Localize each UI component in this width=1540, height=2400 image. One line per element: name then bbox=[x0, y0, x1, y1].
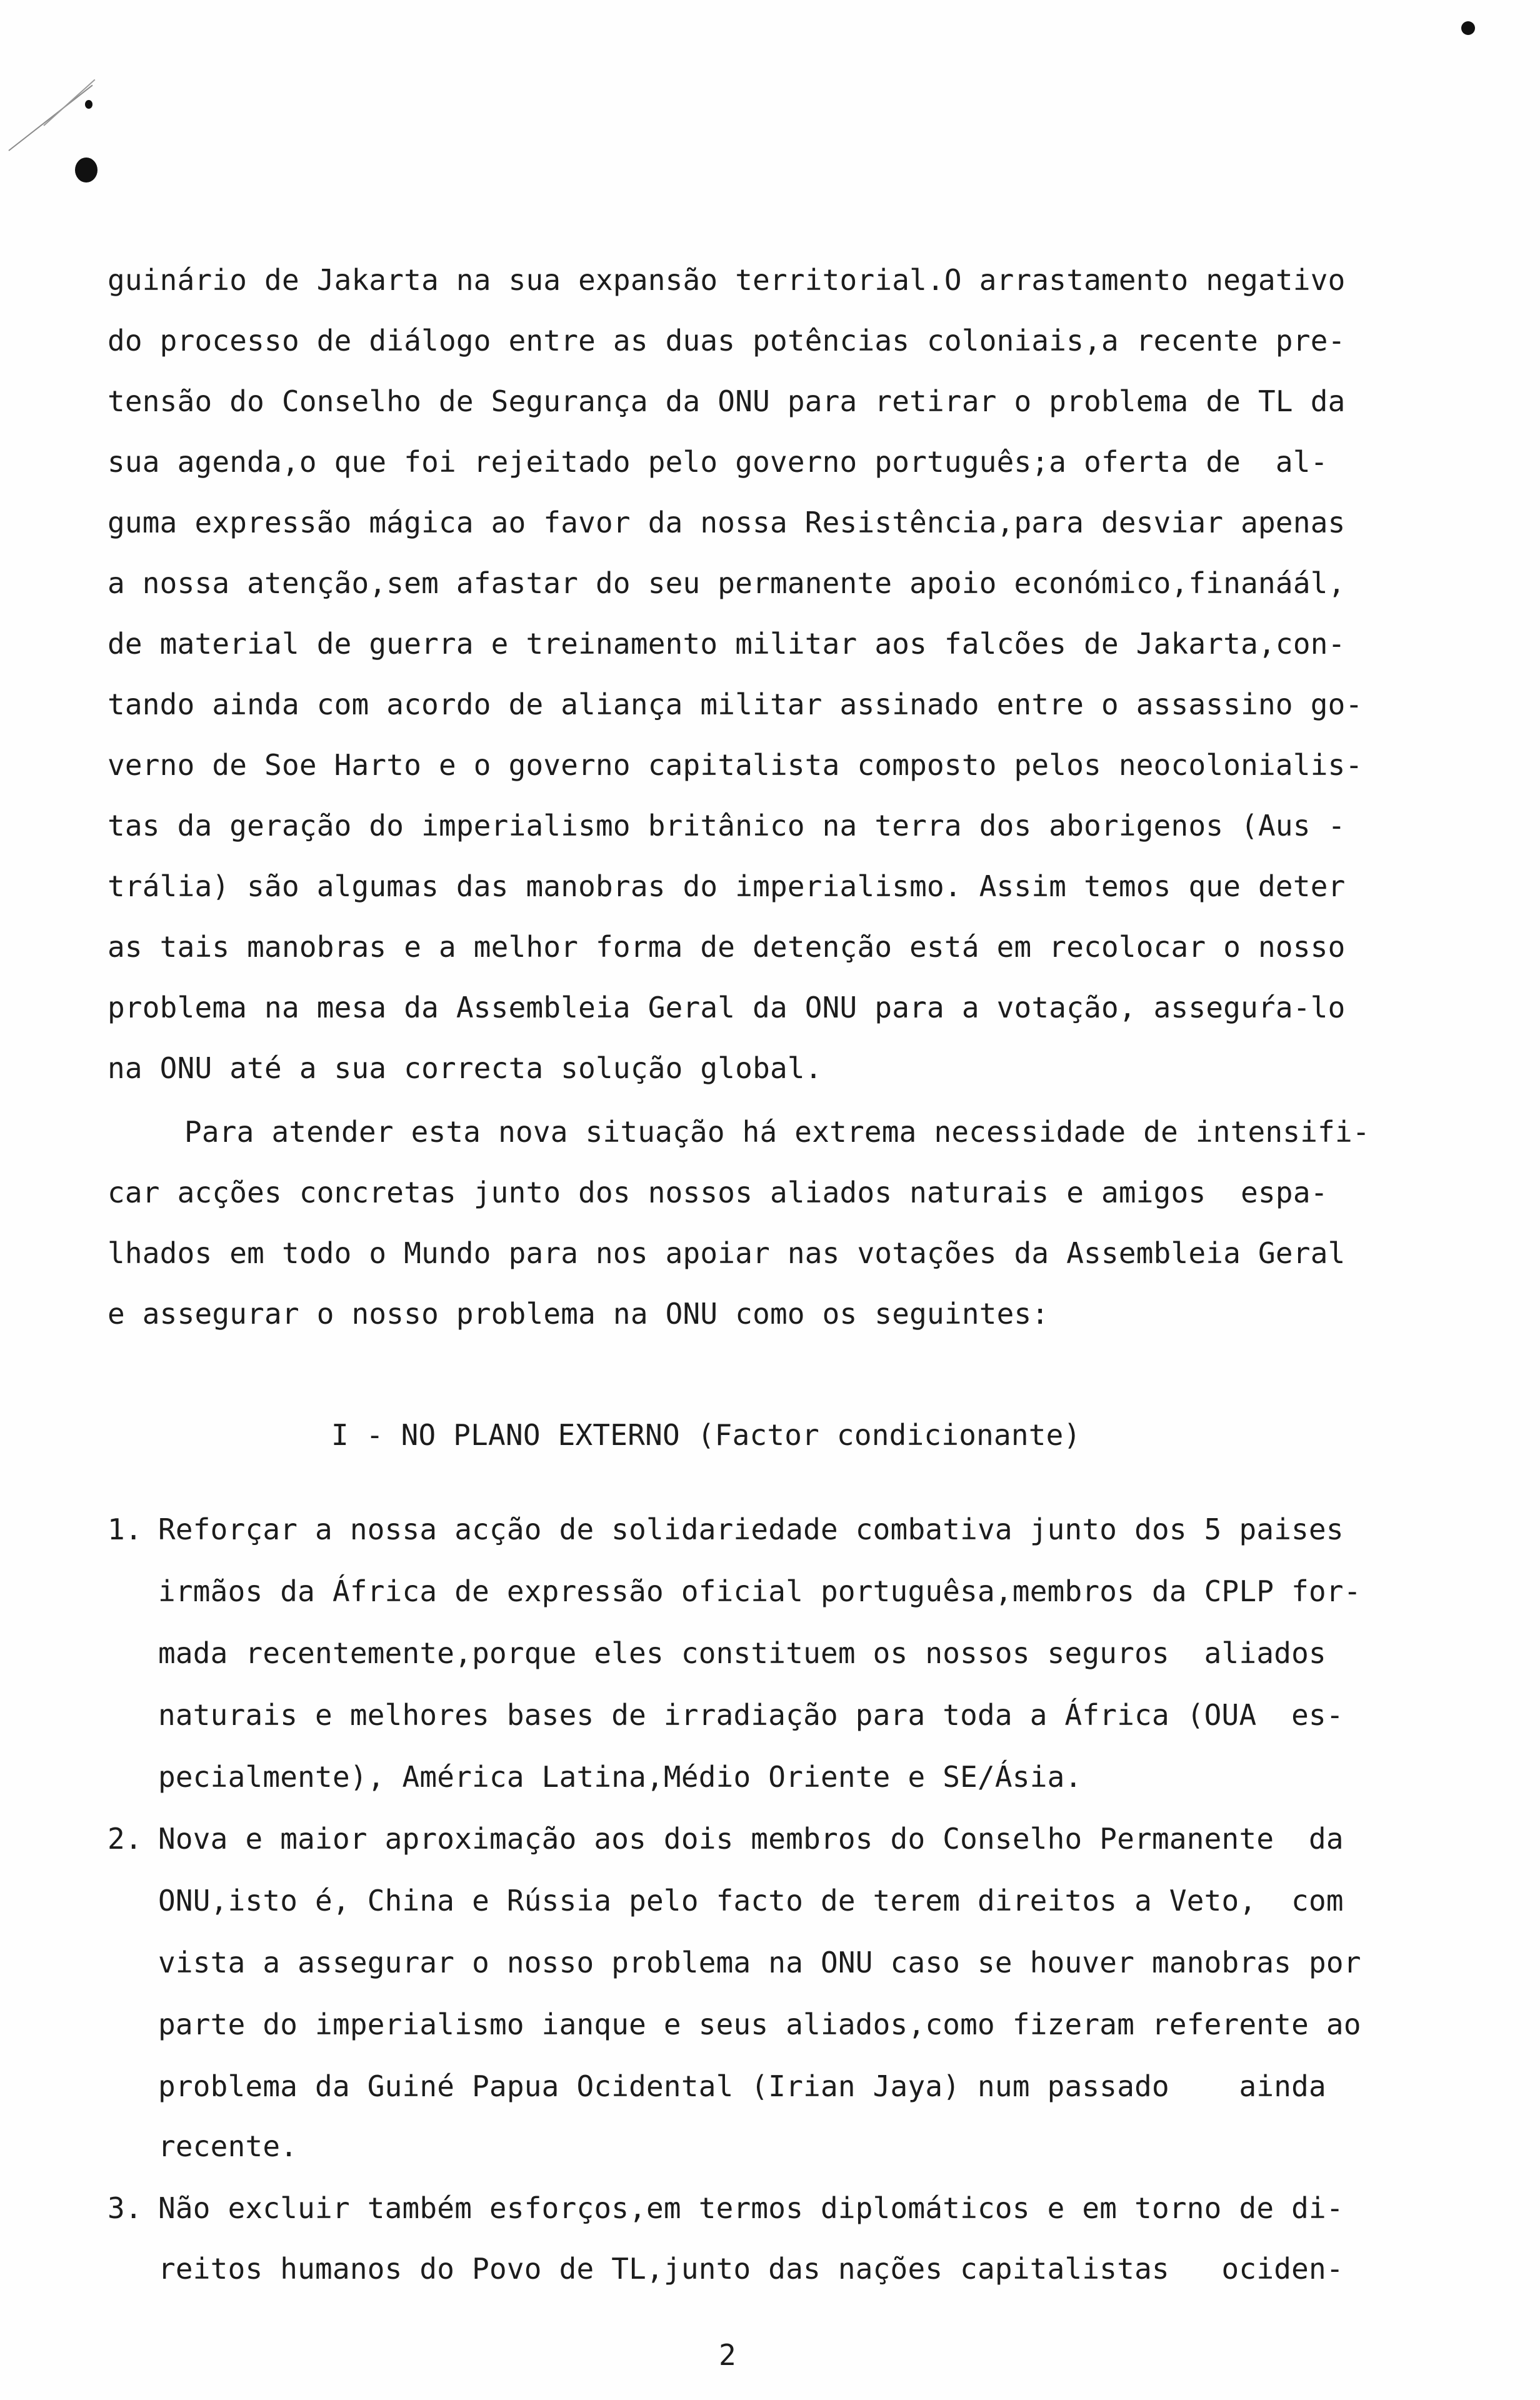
list-item-line: vista a assegurar o nosso problema na ONU caso se houver manobras por bbox=[158, 1946, 1361, 1979]
ink-dot-top-right bbox=[1461, 21, 1475, 35]
paragraph-line: car acções concretas junto dos nossos aliados naturais e amigos espa- bbox=[108, 1176, 1328, 1209]
paragraph-line: tando ainda com acordo de aliança militar assinado entre o assassino go- bbox=[108, 688, 1363, 721]
list-item-line: mada recentemente,porque eles constituem os nossos seguros aliados bbox=[158, 1636, 1326, 1670]
list-item-line: parte do imperialismo ianque e seus aliados,como fizeram referente ao bbox=[158, 2008, 1361, 2041]
list-item-line: problema da Guiné Papua Ocidental (Irian Jaya) num passado ainda bbox=[158, 2069, 1326, 2103]
ink-dot-top-left-small bbox=[85, 100, 92, 109]
list-item-line: pecialmente), América Latina,Médio Oriente e SE/Ásia. bbox=[158, 1760, 1082, 1794]
paragraph-line: e assegurar o nosso problema na ONU como os seguintes: bbox=[108, 1297, 1049, 1331]
list-item-line: reitos humanos do Povo de TL,junto das nações capitalistas ociden- bbox=[158, 2252, 1344, 2286]
list-item-line: Reforçar a nossa acção de solidariedade combativa junto dos 5 paises bbox=[158, 1512, 1344, 1546]
paragraph-line: guma expressão mágica ao favor da nossa Resistência,para desviar apenas bbox=[108, 506, 1346, 539]
list-item-number: 3. bbox=[108, 2191, 142, 2225]
page-number: 2 bbox=[719, 2338, 736, 2372]
paragraph-line: problema na mesa da Assembleia Geral da ONU para a votação, asseguŕa-lo bbox=[108, 991, 1346, 1024]
paragraph-line: lhados em todo o Mundo para nos apoiar nas votações da Assembleia Geral bbox=[108, 1236, 1346, 1270]
paragraph-line: de material de guerra e treinamento militar aos falcões de Jakarta,con- bbox=[108, 627, 1346, 661]
list-item-line: irmãos da África de expressão oficial portuguêsa,membros da CPLP for- bbox=[158, 1574, 1361, 1608]
paragraph-line-indented: Para atender esta nova situação há extrema necessidade de intensifi- bbox=[184, 1115, 1370, 1149]
paragraph-line: na ONU até a sua correcta solução global. bbox=[108, 1051, 822, 1085]
paragraph-line: a nossa atenção,sem afastar do seu permanente apoio económico,finanáál, bbox=[108, 566, 1346, 600]
paragraph-line: as tais manobras e a melhor forma de detenção está em recolocar o nosso bbox=[108, 930, 1346, 964]
paragraph-line: tensão do Conselho de Segurança da ONU para retirar o problema de TL da bbox=[108, 384, 1346, 418]
list-item-line: Não excluir também esforços,em termos diplomáticos e em torno de di- bbox=[158, 2191, 1344, 2225]
section-heading: I - NO PLANO EXTERNO (Factor condicionante) bbox=[331, 1418, 1081, 1452]
paragraph-line: trália) são algumas das manobras do imperialismo. Assim temos que deter bbox=[108, 869, 1346, 903]
list-item-number: 2. bbox=[108, 1822, 142, 1856]
list-item-line: Nova e maior aproximação aos dois membros do Conselho Permanente da bbox=[158, 1822, 1344, 1856]
list-item-line: naturais e melhores bases de irradiação para toda a África (OUA es- bbox=[158, 1698, 1344, 1732]
paragraph-line: do processo de diálogo entre as duas potências coloniais,a recente pre- bbox=[108, 324, 1346, 358]
paragraph-line: sua agenda,o que foi rejeitado pelo governo português;a oferta de al- bbox=[108, 445, 1328, 479]
paragraph-line: verno de Soe Harto e o governo capitalista composto pelos neocolonialis- bbox=[108, 748, 1363, 782]
ink-dot-top-left-large bbox=[75, 158, 98, 182]
paragraph-line: guinário de Jakarta na sua expansão territorial.O arrastamento negativo bbox=[108, 263, 1346, 297]
list-item-number: 1. bbox=[108, 1512, 142, 1546]
paragraph-line: tas da geração do imperialismo britânico na terra dos aborigenos (Aus - bbox=[108, 809, 1346, 842]
list-item-line: recente. bbox=[158, 2129, 298, 2163]
list-item-line: ONU,isto é, China e Rússia pelo facto de terem direitos a Veto, com bbox=[158, 1884, 1344, 1918]
